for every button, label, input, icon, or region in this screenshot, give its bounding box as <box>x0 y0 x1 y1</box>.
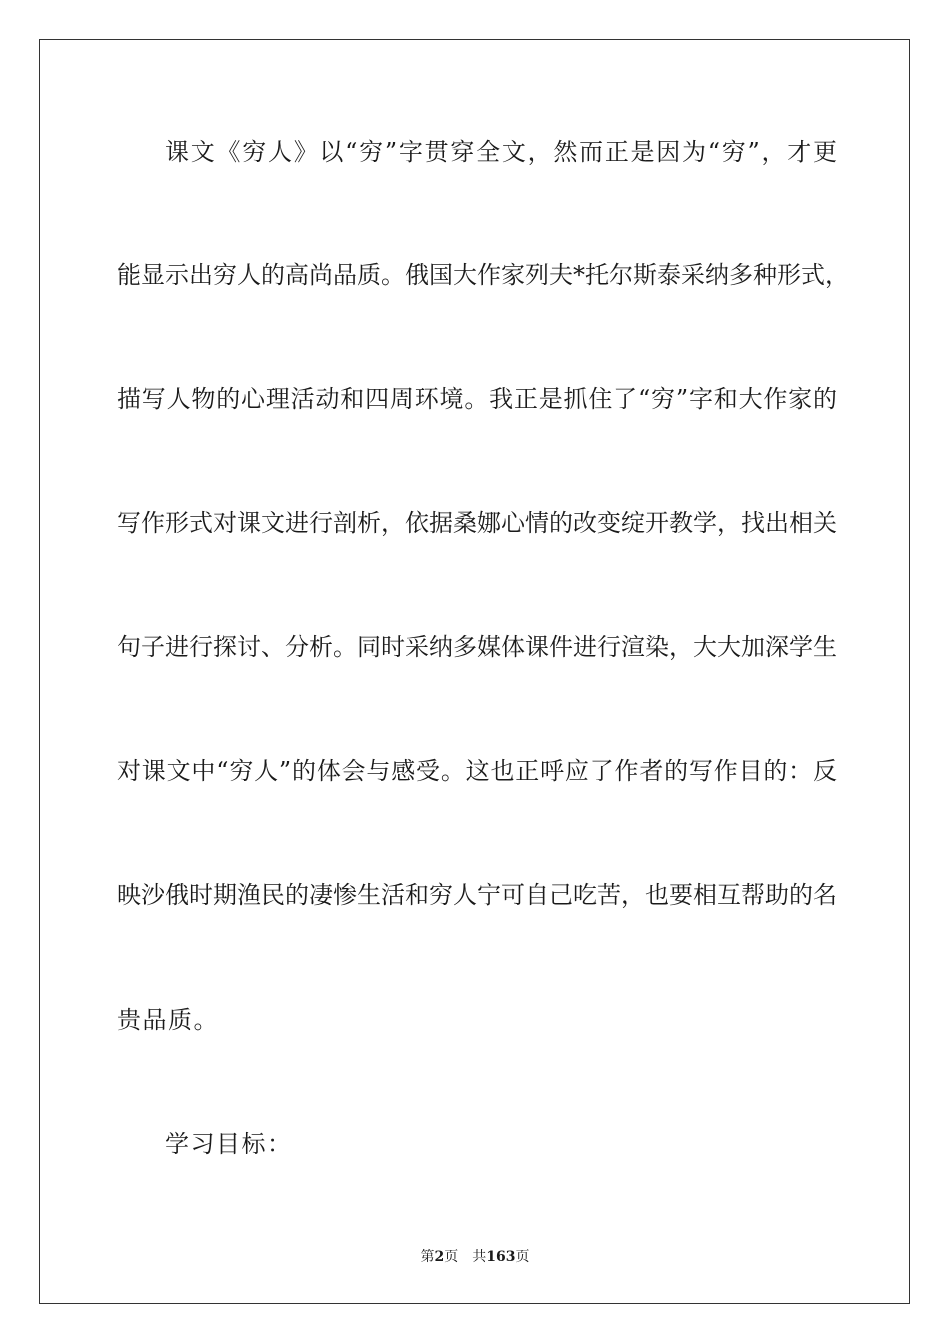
page-current: 2 <box>434 1249 445 1265</box>
total-suffix: 页 <box>515 1249 530 1265</box>
page-footer <box>0 1248 950 1266</box>
page-total: 163 <box>486 1249 516 1265</box>
paragraph-line-1: 课文《穷人》以“穷”字贯穿全文，然而正是因为“穷”，才更 <box>165 138 837 166</box>
paragraph-line-2: 能显示出穷人的高尚品质。俄国大作家列夫*托尔斯泰采纳多种形式， <box>117 261 849 289</box>
paragraph-line-3: 描写人物的心理活动和四周环境。我正是抓住了“穷”字和大作家的 <box>117 385 837 413</box>
page-prefix: 第 <box>420 1249 435 1265</box>
section-heading-learning-goals: 学习目标： <box>165 1130 293 1158</box>
paragraph-line-5: 句子进行探讨、分析。同时采纳多媒体课件进行渲染，大大加深学生 <box>117 633 837 661</box>
page-border <box>39 39 910 1304</box>
paragraph-line-6: 对课文中“穷人”的体会与感受。这也正呼应了作者的写作目的：反 <box>117 757 837 785</box>
paragraph-line-4: 写作形式对课文进行剖析，依据桑娜心情的改变绽开教学，找出相关 <box>117 509 837 537</box>
paragraph-line-7: 映沙俄时期渔民的凄惨生活和穷人宁可自己吃苦，也要相互帮助的名 <box>117 881 837 909</box>
total-prefix: 共 <box>472 1249 487 1265</box>
paragraph-line-8: 贵品质。 <box>117 1006 219 1034</box>
page-suffix: 页 <box>444 1249 459 1265</box>
